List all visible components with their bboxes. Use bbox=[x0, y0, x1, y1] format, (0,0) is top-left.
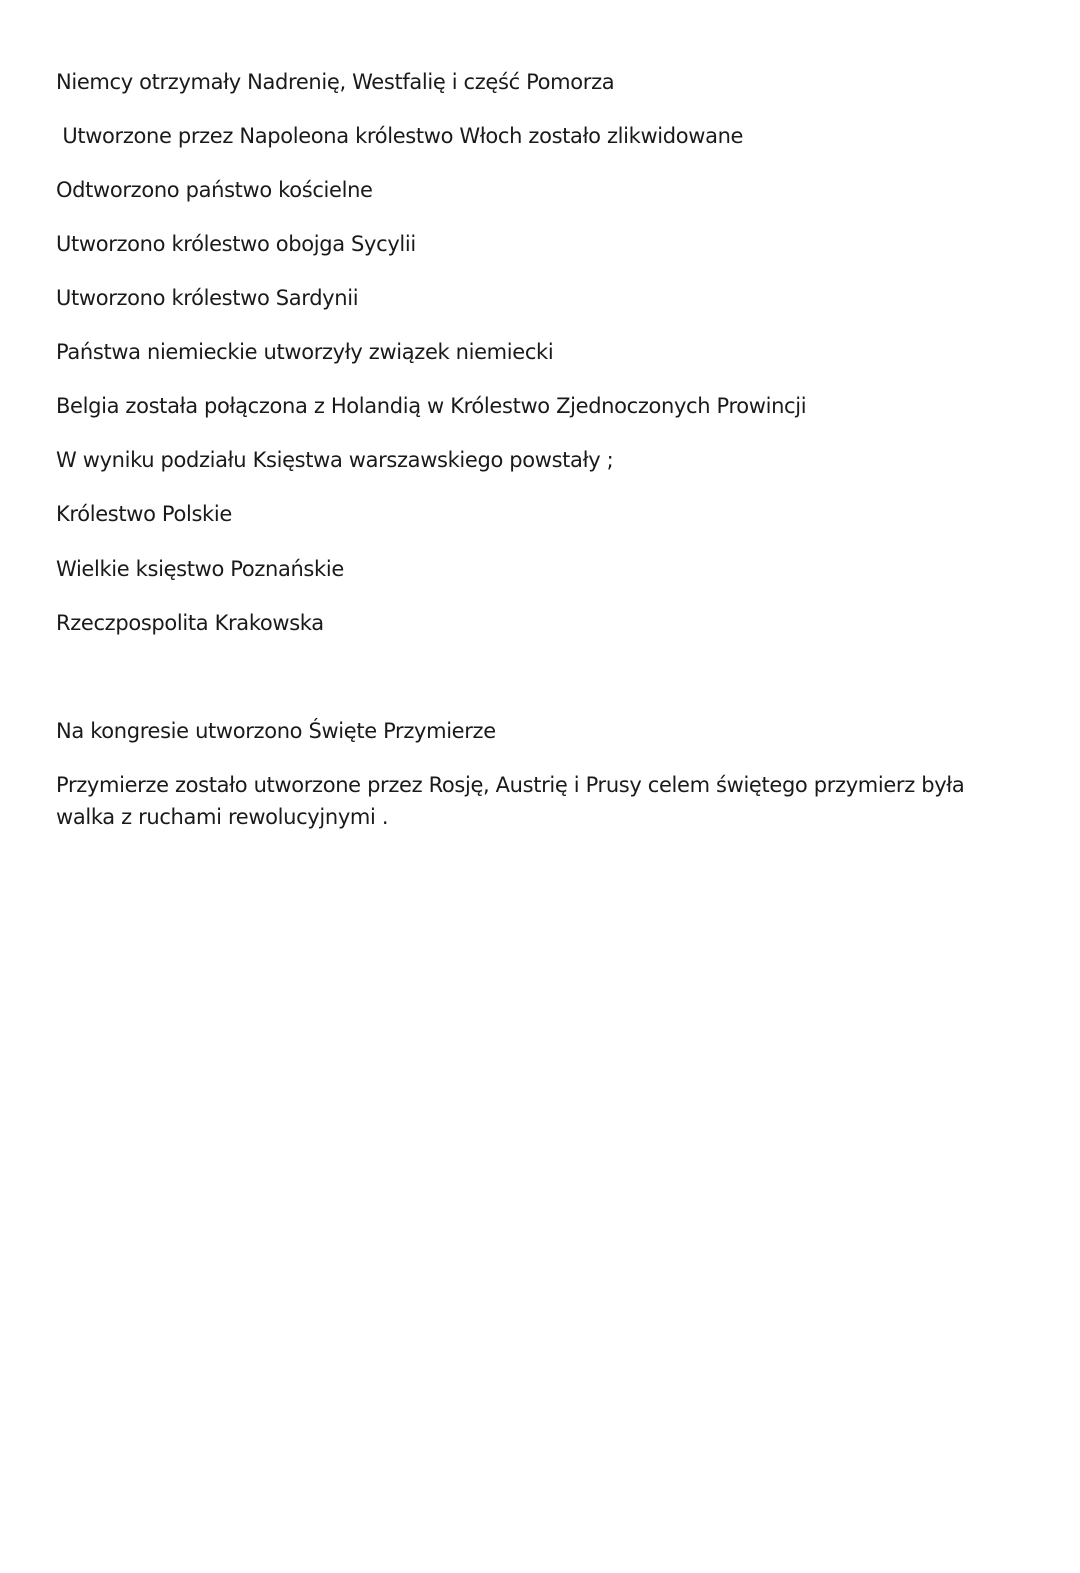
text-line-free-city-krakow: Rzeczpospolita Krakowska bbox=[56, 611, 324, 635]
text-line-germany: Niemcy otrzymały Nadrenię, Westfalię i część Pomorza bbox=[56, 70, 615, 94]
text-line-belgium-holland: Belgia została połączona z Holandią w Królestwo Zjednoczonych Prowincji bbox=[56, 394, 807, 418]
closing-paragraph: Przymierze zostało utworzone przez Rosję, Austrię i Prusy celem świętego przymierz była walka z ruchami rewolucyjnymi . bbox=[56, 773, 965, 829]
text-line-holy-alliance: Na kongresie utworzono Święte Przymierze bbox=[56, 719, 496, 743]
text-line-two-sicilies: Utworzono królestwo obojga Sycylii bbox=[56, 232, 416, 256]
text-line-kingdom-italy: Utworzone przez Napoleona królestwo Włoch zostało zlikwidowane bbox=[56, 124, 744, 148]
text-line-duchy-warsaw-partition: W wyniku podziału Księstwa warszawskiego powstały ; bbox=[56, 448, 614, 472]
text-line-papal-state: Odtworzono państwo kościelne bbox=[56, 178, 373, 202]
text-line-sardinia: Utworzono królestwo Sardynii bbox=[56, 286, 359, 310]
text-line-grand-duchy-posen: Wielkie księstwo Poznańskie bbox=[56, 557, 344, 581]
text-line-kingdom-poland: Królestwo Polskie bbox=[56, 502, 232, 526]
text-line-german-confederation: Państwa niemieckie utworzyły związek niemiecki bbox=[56, 340, 554, 364]
